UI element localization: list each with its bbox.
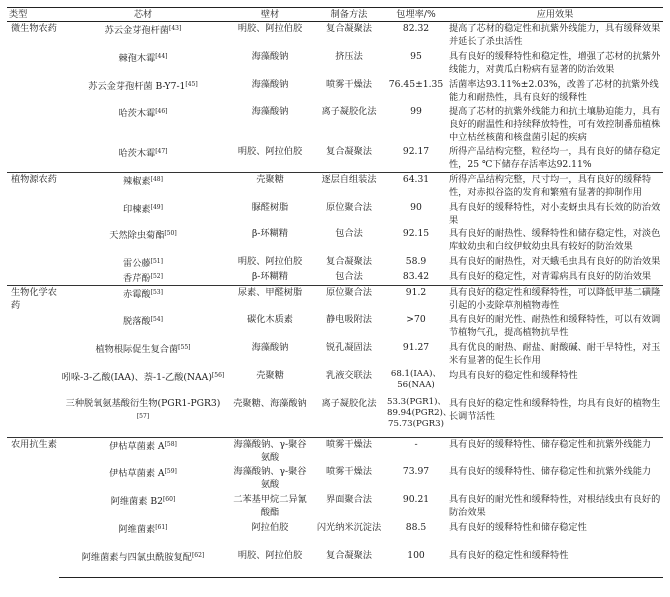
wall-cell: 海藻酸钠 [251, 342, 289, 353]
effect-cell: 具有良好的缓释特性和储存稳定性 [449, 522, 587, 533]
table-row [7, 255, 663, 270]
rate-cell: 100 [385, 549, 447, 577]
core-cell: 三种脱氧氨基酸衍生物(PGR1-PGR3)[57] [65, 398, 221, 420]
wall-cell: 壳聚糖 [256, 370, 284, 381]
table-header-row [7, 8, 663, 22]
wall-cell: 尿素、甲醛树脂 [227, 285, 313, 313]
reference-marker: [50] [164, 229, 177, 237]
effect-cell: 具有良好的稳定性，对青霉病具有良好的防治效果 [449, 270, 652, 282]
effect-cell: 具有良好的缓释特性，对小麦蚜虫具有长效的防治效果 [449, 201, 661, 226]
reference-marker: [59] [164, 468, 177, 475]
core-cell: 阿维菌素[61] [118, 524, 168, 535]
table-row [7, 285, 663, 313]
effect-cell: 具有良好的稳定性和缓释特性，可以降低甲基二磺隆引起的小麦除草剂植物毒性 [447, 285, 663, 313]
table-row [7, 145, 663, 173]
core-cell: 辣椒素[48] [59, 173, 227, 201]
table-row [7, 549, 663, 577]
rate-cell: 83.42 [402, 270, 430, 282]
method-cell: 喷雾干燥法 [326, 466, 372, 477]
core-cell: 苏云金芽孢杆菌[43] [59, 22, 227, 50]
rate-cell: - [385, 437, 447, 465]
wall-cell: 海藻酸钠 [251, 105, 289, 117]
effect-cell: 具有良好的耐热性、缓释特性和储存稳定性，对淡色库蚊幼虫和白纹伊蚊幼虫具有较好的防治效果 [449, 227, 661, 252]
method-cell: 复合凝聚法 [326, 145, 372, 157]
effect-cell: 具有良好的缓释特性、储存稳定性和抗紫外线能力 [449, 466, 652, 477]
core-cell: 雷公藤[51] [123, 257, 163, 269]
rate-cell: 64.31 [385, 173, 447, 201]
rate-cell: >70 [406, 314, 426, 325]
method-cell: 闪光纳米沉淀法 [316, 522, 382, 533]
wall-cell: 海藻酸钠 [251, 50, 289, 62]
reference-marker: [55] [178, 344, 191, 351]
reference-marker: [44] [155, 52, 168, 60]
reference-marker: [49] [150, 203, 163, 211]
table-row [7, 437, 663, 465]
header-rate: 包埋率/% [385, 8, 447, 22]
rate-cell: 73.97 [402, 466, 430, 477]
wall-cell: 二苯基甲烷二异氰酸酯 [233, 494, 307, 518]
rate-cell: 76.45±1.35 [388, 78, 444, 90]
reference-marker: [46] [155, 107, 168, 115]
reference-marker: [51] [150, 257, 163, 265]
method-cell: 界面聚合法 [326, 494, 372, 505]
category-cell: 生物化学农药 [7, 285, 59, 437]
category-cell: 农用抗生素 [7, 437, 59, 577]
table-row [7, 270, 663, 286]
header-type: 类型 [7, 8, 59, 22]
method-cell: 挤压法 [335, 50, 363, 62]
wall-cell: 脲醛树脂 [251, 201, 289, 213]
table-row [7, 227, 663, 255]
effect-cell: 具有优良的耐热、耐盐、耐酸碱、耐干旱特性，对玉米有显著的促生长作用 [449, 342, 661, 366]
core-cell: 哈茨木霉[47] [118, 147, 168, 159]
core-cell: 植物根际促生复合菌[55] [95, 344, 191, 355]
table-row [7, 201, 663, 227]
effect-cell: 具有良好的稳定性和缓释特性 [447, 549, 663, 577]
effect-cell: 具有良好的耐热性，对天蛾毛虫具有良好的防治效果 [449, 255, 661, 267]
method-cell: 锐孔凝固法 [326, 342, 372, 353]
reference-marker: [60] [162, 496, 176, 503]
reference-marker: [62] [191, 552, 205, 559]
effect-cell: 活菌率达93.11%±2.03%，改善了芯材的抗紫外线能力和耐热性，具有良好的缓释性 [449, 78, 659, 103]
method-cell: 复合凝聚法 [326, 255, 372, 267]
table-row [7, 78, 663, 105]
table-row [7, 22, 663, 50]
effect-cell: 具有良好的耐光性和缓释特性，对根结线虫有良好的防治效果 [449, 494, 661, 518]
rate-cell: 92.15 [402, 227, 430, 239]
effect-cell: 具有良好的耐光性、耐热性和缓释特性，可以有效调节植物气孔，提高植物抗旱性 [449, 314, 661, 338]
reference-marker: [45] [185, 80, 198, 88]
wall-cell: 碳化木质素 [247, 314, 293, 325]
effect-cell: 具有良好的稳定性和缓释特性，均具有良好的植物生长调节活性 [449, 398, 661, 422]
rate-cell: 92.17 [402, 145, 430, 157]
wall-cell: 阿拉伯胶 [251, 522, 289, 533]
core-cell: 伊枯草菌素 A[58] [59, 437, 227, 465]
header-effect: 应用效果 [447, 8, 663, 22]
table-row [7, 173, 663, 201]
method-cell: 逐层自组装法 [313, 173, 385, 201]
table-row [7, 465, 663, 493]
wall-cell: 明胶、阿拉伯胶 [227, 22, 313, 50]
core-cell: 阿维菌素 B2[60] [110, 496, 176, 507]
core-cell: 脱落酸[54] [123, 316, 163, 327]
core-cell: 印楝素[49] [123, 203, 163, 215]
table-row [7, 105, 663, 145]
rate-cell: 88.5 [405, 522, 427, 533]
wall-cell: 明胶、阿拉伯胶 [227, 549, 313, 577]
effect-cell: 所得产品结构完整，尺寸均一，具有良好的缓释特性，对赤拟谷盗的发育和繁殖有显著的抑制作用 [447, 173, 663, 201]
table-row [7, 397, 663, 437]
rate-cell: 99 [410, 105, 422, 117]
table-row [7, 313, 663, 341]
core-cell: 天然除虫菊酯[50] [109, 229, 177, 241]
wall-cell: 海藻酸钠 [251, 78, 289, 90]
reference-marker: [43] [168, 25, 182, 32]
method-cell: 静电吸附法 [326, 314, 372, 325]
effect-cell: 均具有良好的稳定性和缓释特性 [449, 370, 578, 381]
wall-cell: β-环糊精 [252, 270, 288, 282]
wall-cell: 壳聚糖、海藻酸钠 [233, 398, 307, 409]
reference-marker: [52] [150, 272, 163, 280]
header-method: 制备方法 [313, 8, 385, 22]
method-cell: 包合法 [335, 227, 363, 239]
header-core: 芯材 [59, 8, 227, 22]
reference-marker: [57] [136, 413, 150, 420]
wall-cell: 明胶、阿拉伯胶 [237, 145, 303, 157]
effect-cell: 提高了芯材的抗紫外线能力和抗土壤胁迫能力，具有良好的耐温性和持续释放特性，可有效控制番茄植株中立枯丝核菌和核盘菌引起的疾病 [449, 105, 661, 143]
effect-cell: 所得产品结构完整，粒径均一，具有良好的储存稳定性，25 ℃下储存存活率达92.11% [449, 145, 661, 170]
method-cell: 乳液交联法 [326, 370, 372, 381]
table-row [7, 493, 663, 521]
wall-cell: 壳聚糖 [227, 173, 313, 201]
rate-cell: 91.2 [385, 285, 447, 313]
core-cell: 苏云金芽孢杆菌 B-Y7-1[45] [88, 80, 198, 92]
method-cell: 复合凝聚法 [313, 22, 385, 50]
reference-marker: [54] [150, 316, 163, 323]
method-cell: 原位聚合法 [326, 201, 372, 213]
rate-cell: 90 [410, 201, 422, 213]
method-cell: 包合法 [335, 270, 363, 282]
core-cell: 赤霉酸[53] [59, 285, 227, 313]
method-cell: 离子凝胶化法 [321, 398, 377, 409]
category-cell: 微生物农药 [7, 22, 59, 173]
reference-marker: [48] [150, 176, 163, 183]
effect-cell: 具有良好的缓释特性和稳定性，增强了芯材的抗紫外线能力，对黄瓜白粉病有显著的防治效果 [449, 50, 661, 75]
method-cell: 复合凝聚法 [313, 549, 385, 577]
rate-cell: 58.9 [405, 255, 427, 267]
rate-cell: 95 [410, 50, 422, 62]
core-cell: 香芹酚[52] [123, 272, 163, 284]
core-cell: 吲哚-3-乙酸(IAA)、萘-1-乙酸(NAA)[56] [61, 372, 225, 383]
wall-cell: β-环糊精 [252, 227, 288, 239]
table-row [7, 369, 663, 397]
reference-marker: [61] [155, 524, 168, 531]
table-row [7, 521, 663, 549]
microcapsule-table [7, 7, 663, 578]
wall-cell: 海藻酸钠、γ-聚谷氨酸 [233, 466, 307, 490]
core-cell: 哈茨木霉[46] [118, 107, 168, 119]
wall-cell: 明胶、阿拉伯胶 [237, 255, 303, 267]
table-row [7, 341, 663, 369]
core-cell: 阿维菌素与四氯虫酰胺复配[62] [59, 549, 227, 577]
method-cell: 喷雾干燥法 [313, 437, 385, 465]
effect-cell: 提高了芯材的稳定性和抗紫外线能力，具有缓释效果并延长了杀虫活性 [447, 22, 663, 50]
reference-marker: [56] [211, 372, 225, 379]
reference-marker: [58] [164, 440, 177, 448]
rate-cell: 53.3(PGR1)、89.94(PGR2)、75.73(PGR3) [387, 397, 452, 429]
rate-cell: 68.1(IAA)、56(NAA) [390, 369, 442, 390]
reference-marker: [47] [155, 147, 168, 155]
rate-cell: 91.27 [402, 342, 430, 353]
method-cell: 原位聚合法 [313, 285, 385, 313]
rate-cell: 82.32 [385, 22, 447, 50]
method-cell: 喷雾干燥法 [326, 78, 372, 90]
wall-cell: 海藻酸钠、γ-聚谷氨酸 [227, 437, 313, 465]
rate-cell: 90.21 [402, 494, 430, 505]
method-cell: 离子凝胶化法 [321, 105, 377, 117]
effect-cell: 具有良好的缓释特性、储存稳定性和抗紫外线能力 [447, 437, 663, 465]
category-cell: 植物源农药 [7, 173, 59, 286]
core-cell: 棘孢木霉[44] [118, 52, 168, 64]
core-cell: 伊枯草菌素 A[59] [109, 468, 177, 479]
table-row [7, 50, 663, 78]
header-wall: 壁材 [227, 8, 313, 22]
reference-marker: [53] [150, 288, 163, 296]
